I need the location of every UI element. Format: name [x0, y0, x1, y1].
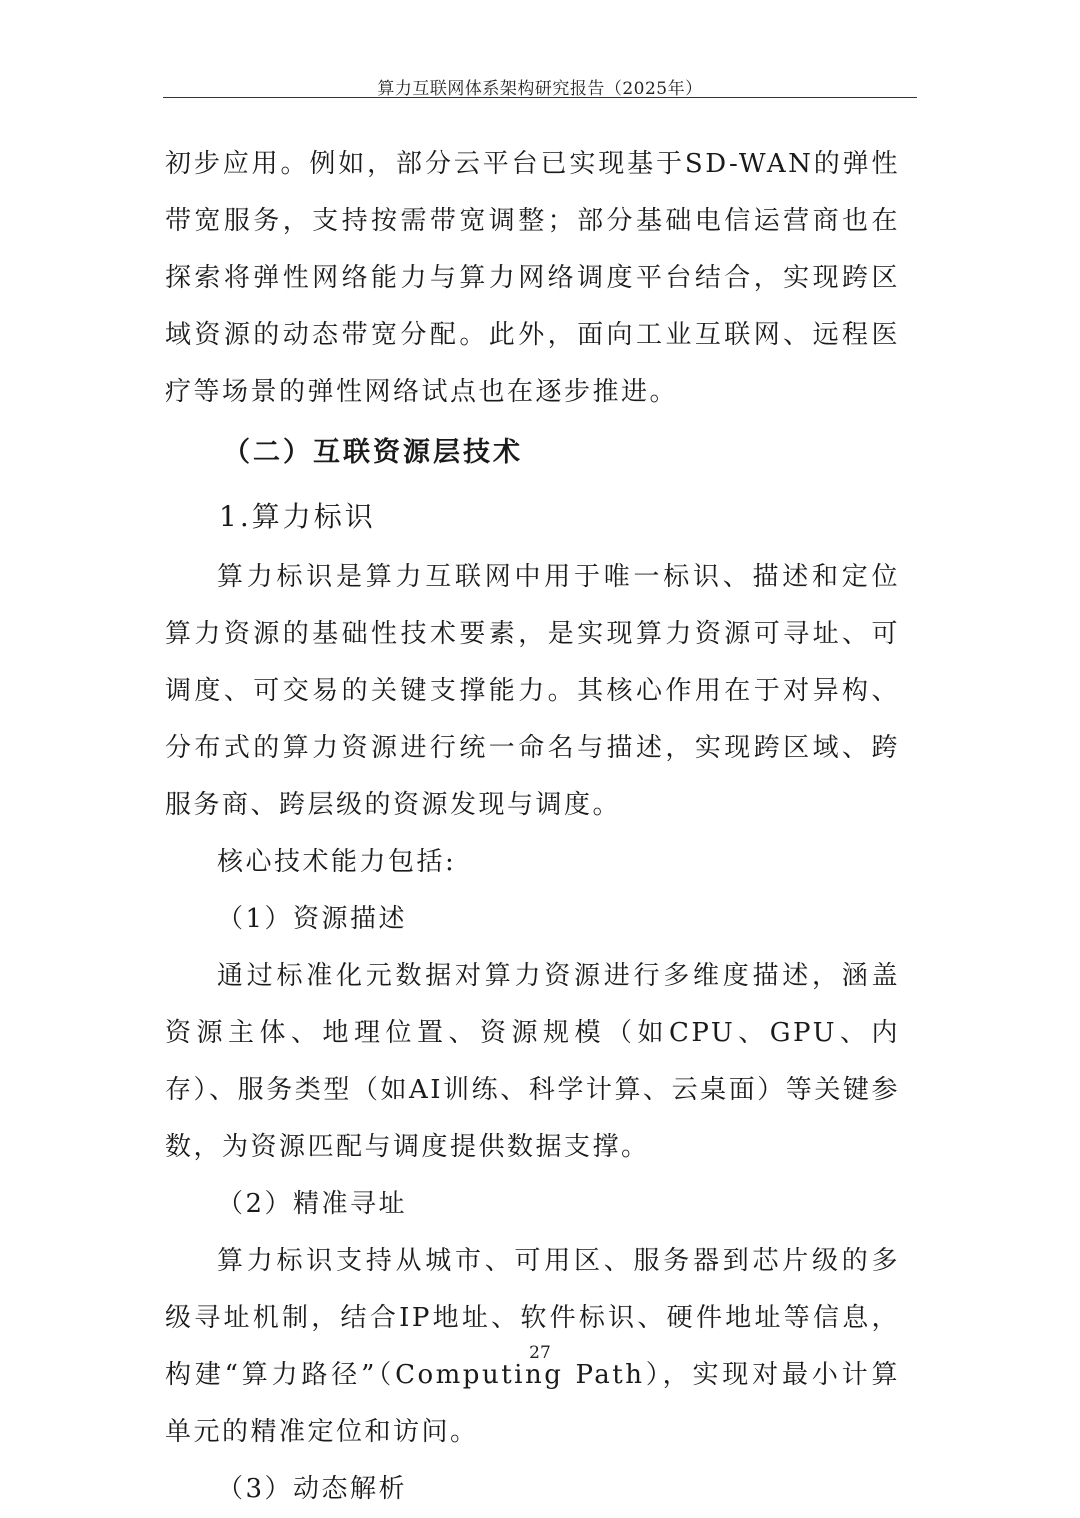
item-dynamic-resolution-title: （3）动态解析 [217, 1474, 408, 1504]
item-precise-addressing-text: 算力标识支持从城市、可用区、服务器到芯片级的多级寻址机制，结合IP地址、软件标识、硬件地址等信息，构建“算力路径”（Computing Path），实现对最小计算单元的精准定位和访问。 [165, 1246, 900, 1447]
paragraph-core-capabilities: 核心技术能力包括: [217, 847, 457, 877]
section-heading: （二）互联资源层技术 [223, 437, 523, 468]
item-resource-description-title: （1）资源描述 [217, 904, 408, 934]
paragraph-compute-identifier: 算力标识是算力互联网中用于唯一标识、描述和定位算力资源的基础性技术要素，是实现算力资源可寻址、可调度、可交易的关键支撑能力。其核心作用在于对异构、分布式的算力资源进行统一命名与描述，实现跨区域、跨服务商、跨层级的资源发现与调度。 [165, 562, 900, 820]
header-rule [163, 97, 917, 98]
item-resource-description-text: 通过标准化元数据对算力资源进行多维度描述，涵盖资源主体、地理位置、资源规模（如CPU、GPU、内存）、服务类型（如AI训练、科学计算、云桌面）等关键参数，为资源匹配与调度提供数据支撑。 [165, 961, 900, 1162]
subsection-heading: 1.算力标识 [219, 500, 376, 533]
page-number: 27 [529, 1343, 551, 1363]
page-body [165, 136, 900, 1518]
paragraph-elastic-network: 初步应用。例如，部分云平台已实现基于SD-WAN的弹性带宽服务，支持按需带宽调整；部分基础电信运营商也在探索将弹性网络能力与算力网络调度平台结合，实现跨区域资源的动态带宽分配。此外，面向工业互联网、远程医疗等场景的弹性网络试点也在逐步推进。 [165, 149, 900, 407]
running-header: 算力互联网体系架构研究报告（2025年） [377, 79, 703, 99]
item-precise-addressing-title: （2）精准寻址 [217, 1189, 408, 1219]
